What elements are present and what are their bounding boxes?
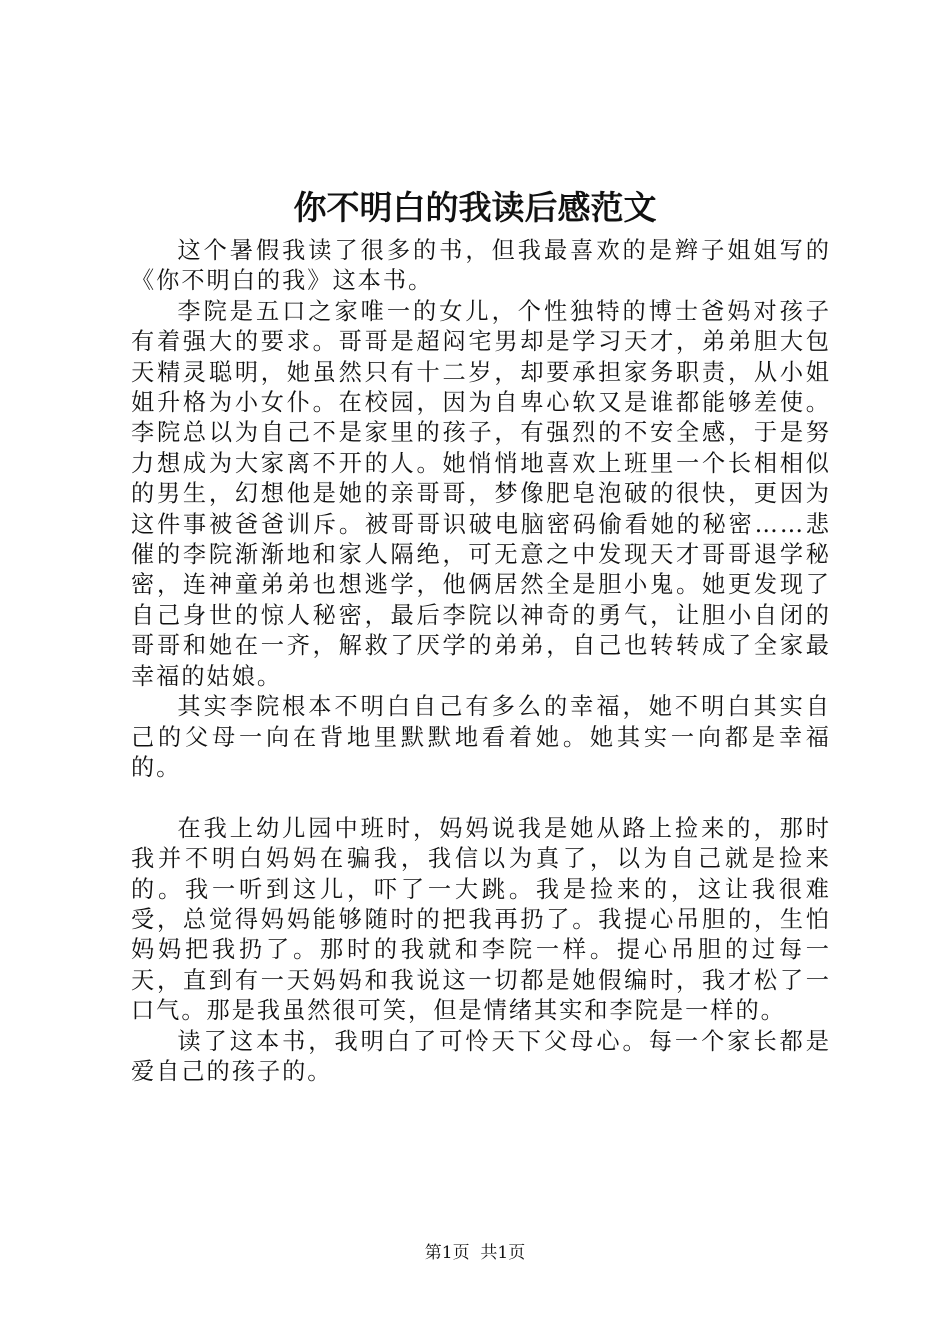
- paragraph-conclusion: 读了这本书，我明白了可怜天下父母心。每一个家长都是爱自己的孩子的。: [131, 1027, 831, 1085]
- paragraph-reflection: 其实李院根本不明白自己有多么的幸福，她不明白其实自己的父母一向在背地里默默地看着她。她其实一向都是幸福的。: [131, 693, 831, 781]
- paragraph-intro: 这个暑假我读了很多的书，但我最喜欢的是辫子姐姐写的《你不明白的我》这本书。: [131, 237, 831, 295]
- paragraph-personal-story: 在我上幼儿园中班时，妈妈说我是她从路上捡来的，那时我并不明白妈妈在骗我，我信以为真了，以为自己就是捡来的。我一听到这儿，吓了一大跳。我是捡来的，这让我很难受，总觉得妈妈能够随时的把我再扔了。我提心吊胆的，生怕妈妈把我扔了。那时的我就和李院一样。提心吊胆的过每一天，直到有一天妈妈和我说这一切都是她假编时，我才松了一口气。那是我虽然很可笑，但是情绪其实和李院是一样的。: [131, 814, 831, 1025]
- document-body: [131, 236, 831, 1087]
- document-title: 你不明白的我读后感范文: [293, 188, 657, 227]
- paragraph-gap: [131, 783, 831, 813]
- paragraph-summary: 李院是五口之家唯一的女儿，个性独特的博士爸妈对孩子有着强大的要求。哥哥是超闷宅男却是学习天才，弟弟胆大包天精灵聪明，她虽然只有十二岁，却要承担家务职责，从小姐姐升格为小女仆。在校园，因为自卑心软又是谁都能够差使。李院总以为自己不是家里的孩子，有强烈的不安全感，于是努力想成为大家离不开的人。她悄悄地喜欢上班里一个长相相似的男生，幻想他是她的亲哥哥，梦像肥皂泡破的很快，更因为这件事被爸爸训斥。被哥哥识破电脑密码偷看她的秘密……悲催的李院渐渐地和家人隔绝，可无意之中发现天才哥哥退学秘密，连神童弟弟也想逃学，他俩居然全是胆小鬼。她更发现了自己身世的惊人秘密，最后李院以神奇的勇气，让胆小自闭的哥哥和她在一齐，解救了厌学的弟弟，自己也转转成了全家最幸福的姑娘。: [131, 297, 831, 690]
- page-footer: 第1页 共1页: [424, 1243, 526, 1263]
